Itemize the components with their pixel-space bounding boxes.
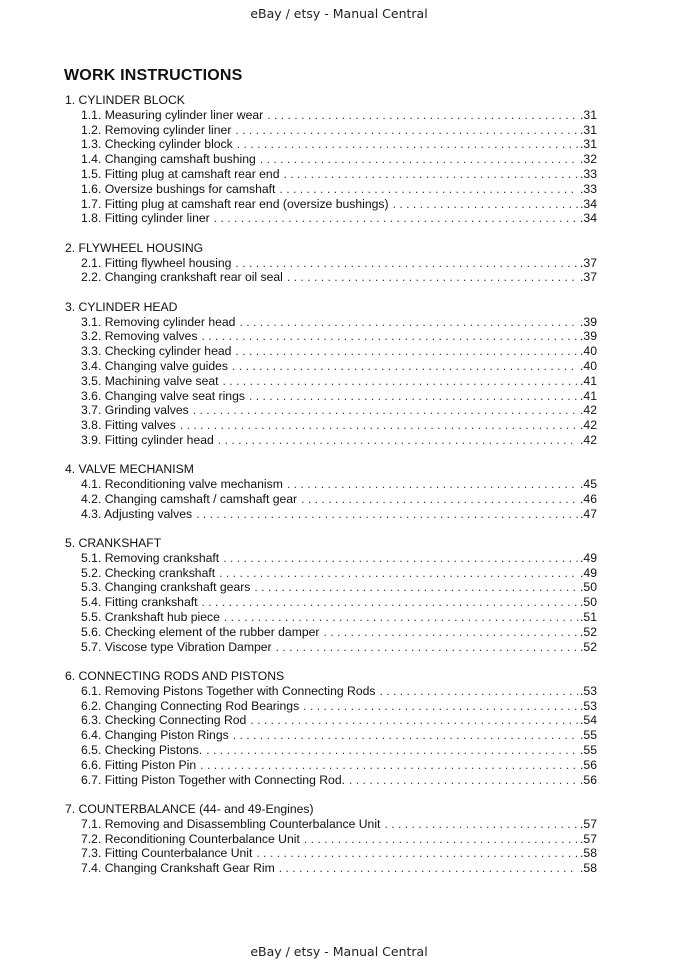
toc-entry-label: 3.6. Changing valve seat rings	[81, 388, 245, 403]
dot-leader	[202, 329, 579, 344]
toc-entry	[65, 861, 597, 876]
toc-entry-page-number: .46	[580, 491, 597, 506]
toc-entry-label: 3.2. Removing valves	[81, 329, 198, 344]
toc-entry	[65, 728, 597, 743]
toc-entry-page-number: .52	[580, 639, 597, 654]
toc-entry-page-number: .53	[580, 683, 597, 698]
toc-entry-page-number: .57	[580, 831, 597, 846]
toc-entry-page-number: .45	[580, 477, 597, 492]
toc-entry-page-number: .58	[580, 861, 597, 876]
toc-entry-label: 2.2. Changing crankshaft rear oil seal	[81, 270, 283, 285]
toc-entry-page-number: .56	[580, 772, 597, 787]
toc-entry	[65, 699, 597, 714]
dot-leader	[219, 566, 578, 581]
dot-leader	[249, 389, 578, 404]
toc-entry	[65, 403, 597, 418]
toc-entry-page-number: .31	[580, 107, 597, 122]
toc-entry-label: 3.7. Grinding valves	[81, 403, 189, 418]
toc-entry	[65, 359, 597, 374]
toc-entry	[65, 773, 597, 788]
dot-leader	[180, 418, 578, 433]
dot-leader	[202, 595, 579, 610]
toc-entry-label: 5.6. Checking element of the rubber damper	[81, 624, 320, 639]
toc-entry-label: 4.1. Reconditioning valve mechanism	[81, 477, 283, 492]
toc-entry-page-number: .37	[580, 255, 597, 270]
toc-entry-label: 6.7. Fitting Piston Together with Connecting Rod.	[81, 772, 345, 787]
dot-leader	[250, 713, 578, 728]
toc-section-title: 6. CONNECTING RODS AND PISTONS	[65, 669, 285, 684]
table-of-contents	[65, 93, 597, 891]
toc-entry-page-number: .58	[580, 846, 597, 861]
dot-leader	[260, 152, 578, 167]
dot-leader	[233, 728, 578, 743]
toc-entry-label: 6.3. Checking Connecting Rod	[81, 713, 247, 728]
toc-entry-label: 6.5. Checking Pistons.	[81, 743, 203, 758]
toc-entry	[65, 625, 597, 640]
toc-entry-page-number: .50	[580, 595, 597, 610]
dot-leader	[267, 108, 578, 123]
toc-entry-page-number: .56	[580, 757, 597, 772]
toc-section	[65, 536, 597, 654]
toc-entry-page-number: .33	[580, 181, 597, 196]
toc-entry-page-number: .41	[580, 388, 597, 403]
toc-entry-label: 3.5. Machining valve seat	[81, 373, 219, 388]
toc-entry-label: 4.3. Adjusting valves	[81, 506, 193, 521]
toc-entry	[65, 433, 597, 448]
toc-entry-page-number: .39	[580, 329, 597, 344]
toc-entry-page-number: .32	[580, 152, 597, 167]
dot-leader	[384, 817, 578, 832]
toc-entry-label: 3.4. Changing valve guides	[81, 358, 229, 373]
toc-entry	[65, 329, 597, 344]
toc-entry-label: 5.5. Crankshaft hub piece	[81, 610, 220, 625]
toc-entry-page-number: .50	[580, 580, 597, 595]
dot-leader	[235, 123, 578, 138]
toc-entry-page-number: .31	[580, 137, 597, 152]
toc-entry-label: 6.4. Changing Piston Rings	[81, 728, 229, 743]
toc-entry-page-number: .49	[580, 565, 597, 580]
toc-entry	[65, 315, 597, 330]
toc-section	[65, 300, 597, 448]
toc-entry-label: 3.3. Checking cylinder head	[81, 344, 232, 359]
dot-leader	[323, 625, 578, 640]
toc-entry	[65, 137, 597, 152]
toc-entry-page-number: .33	[580, 166, 597, 181]
toc-entry	[65, 610, 597, 625]
dot-leader	[224, 610, 578, 625]
toc-entry-label: 7.1. Removing and Disassembling Counterbalance Unit	[81, 816, 381, 831]
toc-entry-page-number: .53	[580, 698, 597, 713]
toc-section	[65, 93, 597, 226]
toc-entry-page-number: .55	[580, 743, 597, 758]
toc-entry-page-number: .51	[580, 610, 597, 625]
toc-entry-page-number: .54	[580, 713, 597, 728]
dot-leader	[379, 684, 578, 699]
dot-leader	[232, 359, 578, 374]
toc-entry-label: 6.6. Fitting Piston Pin	[81, 757, 197, 772]
toc-entry	[65, 167, 597, 182]
toc-entry-page-number: .39	[580, 314, 597, 329]
toc-entry	[65, 684, 597, 699]
toc-entry-label: 1.5. Fitting plug at camshaft rear end	[81, 166, 280, 181]
toc-entry	[65, 817, 597, 832]
toc-entry	[65, 551, 597, 566]
dot-leader	[254, 580, 578, 595]
toc-entry-label: 5.7. Viscose type Vibration Damper	[81, 639, 272, 654]
toc-section	[65, 669, 597, 787]
toc-entry-page-number: .42	[580, 418, 597, 433]
toc-entry-label: 1.3. Checking cylinder block	[81, 137, 233, 152]
toc-entry	[65, 152, 597, 167]
toc-entry-label: 4.2. Changing camshaft / camshaft gear	[81, 491, 298, 506]
toc-section	[65, 241, 597, 285]
page-header-note: eBay / etsy - Manual Central	[250, 6, 428, 21]
dot-leader	[235, 256, 578, 271]
toc-entry-label: 1.7. Fitting plug at camshaft rear end (oversize bushings)	[81, 196, 389, 211]
toc-entry-label: 1.6. Oversize bushings for camshaft	[81, 181, 276, 196]
dot-leader	[287, 270, 578, 285]
dot-leader	[276, 640, 578, 655]
toc-entry-page-number: .40	[580, 344, 597, 359]
dot-leader	[214, 211, 578, 226]
toc-entry-page-number: .34	[580, 211, 597, 226]
toc-entry-label: 1.8. Fitting cylinder liner	[81, 211, 210, 226]
toc-entry	[65, 123, 597, 138]
dot-leader	[303, 699, 578, 714]
toc-section-title: 3. CYLINDER HEAD	[65, 299, 178, 314]
toc-section	[65, 802, 597, 876]
toc-entry-label: 5.2. Checking crankshaft	[81, 565, 216, 580]
dot-leader	[393, 197, 578, 212]
toc-entry-label: 5.1. Removing crankshaft	[81, 550, 220, 565]
toc-section-title: 1. CYLINDER BLOCK	[65, 93, 185, 107]
toc-entry	[65, 580, 597, 595]
dot-leader	[223, 551, 578, 566]
dot-leader	[279, 861, 578, 876]
page-footer-note: eBay / etsy - Manual Central	[250, 944, 428, 959]
toc-entry-page-number: .34	[580, 196, 597, 211]
toc-entry	[65, 846, 597, 861]
toc-entry-label: 5.3. Changing crankshaft gears	[81, 580, 251, 595]
toc-entry-label: 6.2. Changing Connecting Rod Bearings	[81, 698, 300, 713]
toc-entry	[65, 743, 597, 758]
toc-entry-label: 7.4. Changing Crankshaft Gear Rim	[81, 861, 275, 876]
toc-section	[65, 462, 597, 521]
toc-entry-label: 1.2. Removing cylinder liner	[81, 122, 232, 137]
toc-entry	[65, 344, 597, 359]
toc-entry-page-number: .42	[580, 432, 597, 447]
toc-entry	[65, 211, 597, 226]
toc-entry	[65, 389, 597, 404]
toc-entry	[65, 566, 597, 581]
toc-entry-label: 2.1. Fitting flywheel housing	[81, 255, 232, 270]
dot-leader	[304, 832, 578, 847]
toc-entry	[65, 758, 597, 773]
toc-entry	[65, 640, 597, 655]
dot-leader	[239, 315, 578, 330]
toc-entry-label: 1.4. Changing camshaft bushing	[81, 152, 256, 167]
toc-entry-page-number: .55	[580, 728, 597, 743]
toc-entry-page-number: .42	[580, 403, 597, 418]
dot-leader	[237, 137, 578, 152]
toc-entry-label: 1.1. Measuring cylinder liner wear	[81, 107, 264, 122]
toc-entry	[65, 832, 597, 847]
toc-section-title: 5. CRANKSHAFT	[65, 536, 162, 551]
toc-entry-label: 3.1. Removing cylinder head	[81, 314, 236, 329]
toc-entry-label: 3.9. Fitting cylinder head	[81, 432, 214, 447]
toc-section-title: 2. FLYWHEEL HOUSING	[65, 240, 204, 255]
toc-entry-page-number: .40	[580, 358, 597, 373]
toc-entry-label: 6.1. Removing Pistons Together with Connecting Rods	[81, 683, 376, 698]
toc-entry	[65, 477, 597, 492]
toc-entry-page-number: .49	[580, 550, 597, 565]
toc-entry	[65, 270, 597, 285]
toc-entry	[65, 492, 597, 507]
toc-entry	[65, 713, 597, 728]
toc-section-title: 4. VALVE MECHANISM	[65, 462, 194, 477]
toc-entry-page-number: .52	[580, 624, 597, 639]
dot-leader	[196, 507, 578, 522]
dot-leader	[200, 758, 578, 773]
dot-leader	[235, 344, 578, 359]
dot-leader	[279, 182, 578, 197]
toc-entry-page-number: .31	[580, 122, 597, 137]
toc-entry-page-number: .37	[580, 270, 597, 285]
toc-entry	[65, 374, 597, 389]
toc-entry	[65, 182, 597, 197]
dot-leader	[218, 433, 578, 448]
dot-leader	[287, 477, 578, 492]
dot-leader	[349, 773, 578, 788]
toc-entry-label: 5.4. Fitting crankshaft	[81, 595, 198, 610]
dot-leader	[193, 403, 578, 418]
toc-entry-label: 7.2. Reconditioning Counterbalance Unit	[81, 831, 300, 846]
toc-entry	[65, 256, 597, 271]
toc-section-title: 7. COUNTERBALANCE (44- and 49-Engines)	[65, 802, 314, 817]
dot-leader	[206, 743, 578, 758]
dot-leader	[284, 167, 579, 182]
dot-leader	[256, 846, 578, 861]
toc-entry	[65, 418, 597, 433]
dot-leader	[301, 492, 578, 507]
page-title: WORK INSTRUCTIONS	[64, 67, 243, 84]
toc-entry-label: 7.3. Fitting Counterbalance Unit	[81, 846, 253, 861]
toc-entry-label: 3.8. Fitting valves	[81, 418, 176, 433]
toc-entry	[65, 595, 597, 610]
toc-entry	[65, 507, 597, 522]
toc-entry-page-number: .57	[580, 816, 597, 831]
toc-entry	[65, 197, 597, 212]
toc-entry	[65, 108, 597, 123]
toc-entry-page-number: .47	[580, 506, 597, 521]
toc-entry-page-number: .41	[580, 373, 597, 388]
dot-leader	[223, 374, 579, 389]
